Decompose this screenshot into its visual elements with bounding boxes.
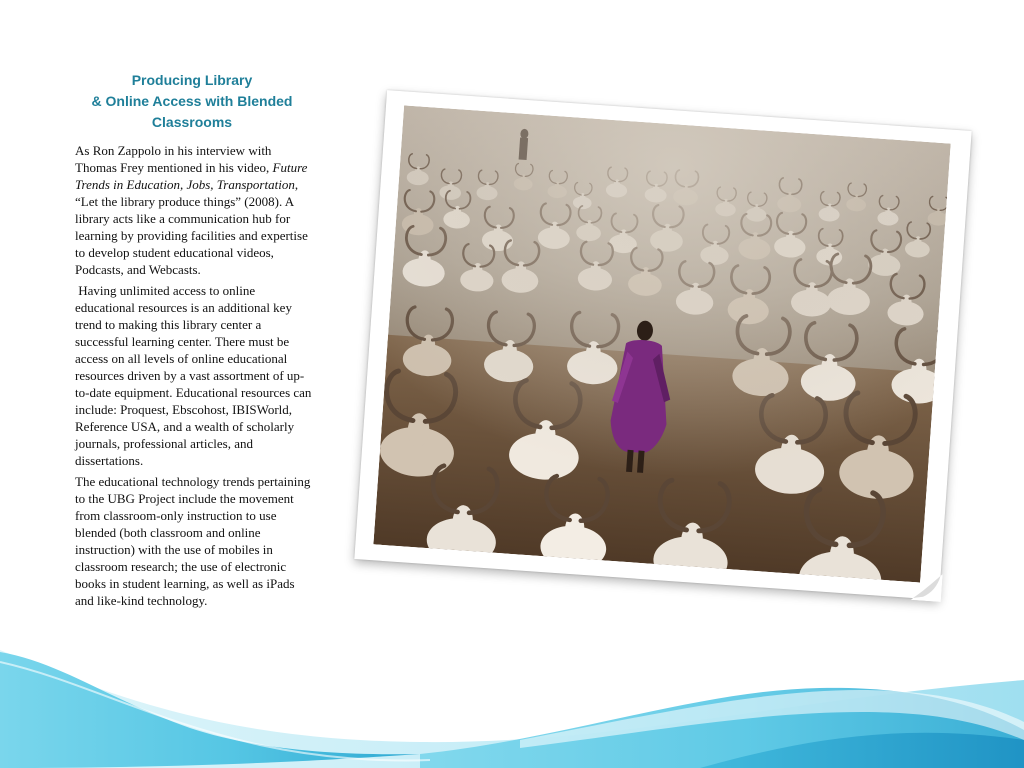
body-text <box>75 142 315 613</box>
paragraph-2: Having unlimited access to online educational resources is an additional key trend to making this library center a successful learning center. There must be access on all levels of online educational resources driven by a vast assortment of up-to-date equipment. Educational resources can include: Proquest, Ebscohost, IBISWorld, Reference USA, and a wealth of scholarly journals, professional articles, and dissertations. <box>75 283 315 468</box>
paragraph-1 <box>75 142 315 278</box>
photo-frame <box>354 90 971 600</box>
paragraph-3: The educational technology trends pertaining to the UBG Project include the movement from classroom-only instruction to use blended (both classroom and online instruction) with the use of mobiles in classroom research; the use of electronic books in student learning, as well as iPads and like-kind technology. <box>75 474 311 608</box>
title-line-2: & Online Access with Blended <box>91 93 293 109</box>
title-line-3: Classrooms <box>151 114 233 130</box>
paragraph-1-part-2: , “Let the library produce things” (2008). A library acts like a communication hub for learning by providing facilities and expertise to develop student educational videos, Podcasts, and Webcasts. <box>75 177 308 277</box>
cattle-photo <box>373 105 950 582</box>
video-title: Future Trends in Education, Jobs, Transportation <box>75 160 308 192</box>
page-curl <box>911 572 943 602</box>
slide-title <box>74 70 310 133</box>
title-line-1: Producing Library <box>131 72 253 88</box>
paragraph-1-part-1: As Ron Zappolo in his interview with Thomas Frey mentioned in his video, <box>75 143 273 175</box>
